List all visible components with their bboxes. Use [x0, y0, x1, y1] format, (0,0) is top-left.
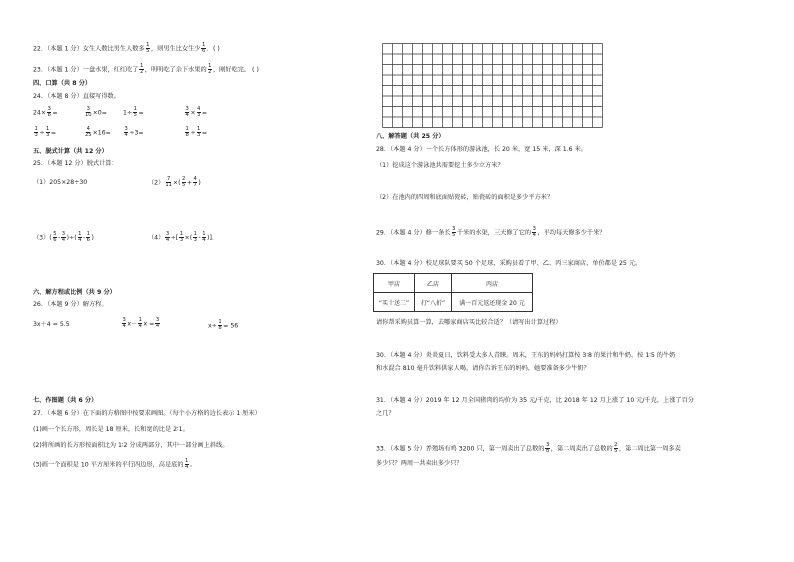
question-28: 28．（本题 4 分）一个长方体形的游泳池，长 20 米，宽 15 米，深 1.6 米。 [376, 146, 587, 153]
question-27: 27．（本题 6 分）在下面的方格图中按要求画图。（每个小方格的边长表示 1 厘米） [33, 410, 261, 417]
calc-3: 1÷ $\frac{1}{5}$ = [123, 106, 144, 119]
calc-5: $\frac{1}{3}$ ÷ $\frac{1}{3}$ = [34, 126, 56, 139]
question-30-ask: 请你帮采购员算一算，去哪家商店买比较合适？（请写出计算过程） [376, 319, 562, 326]
question-30: 30．（本题 4 分）校足球队要买 50 个足球，采购员看了甲、乙、丙三家商店，单价都是 25 元。 [376, 260, 642, 267]
table-cell: “买十送二” [374, 293, 415, 312]
question-27-1: (1)画一个长方形，周长是 18 厘米，长和宽的比是 2∶1。 [33, 426, 189, 433]
question-25-2: （2） $\frac{7}{11}$ ×( $\frac{2}{5}$ + $\frac{4}{7}$ ) [148, 176, 201, 189]
question-28-1: （1）挖成这个游泳池共需要挖土多少立方米？ [376, 162, 504, 169]
question-27-2: (2)将所画的长方形按面积比为 1∶2 分成两部分，其中一部分画上斜线。 [33, 442, 229, 449]
equation-1: 3x＋4 = 5.5 [33, 321, 70, 328]
question-33-line2: 多少只？两周一共卖出多少只？ [376, 460, 463, 467]
question-25-4: （4） $\frac{3}{4}$ ÷[ $\frac{1}{3}$ ×( $\frac{1}{3}$ - $\frac{1}{4}$ )]. [148, 231, 214, 244]
question-26: 26．（本题 9 分）解方程。 [33, 301, 108, 308]
equation-2: $\frac{3}{4}$ x－ $\frac{1}{4}$ x = $\frac{3}{4}$ [122, 317, 160, 330]
calc-2: $\frac{3}{10}$ ×0= [85, 106, 107, 119]
calc-6: $\frac{4}{25}$ ×16= [85, 126, 111, 139]
question-31-line2: 和水混合 810 毫升饮料供家人喝。请你告诉王东的妈妈，她要准备多少牛奶？ [376, 365, 590, 372]
question-25-3: （3）( $\frac{5}{6}$ - $\frac{3}{4}$ )÷( $\frac{1}{4}$ - $\frac{1}{6}$ ) [33, 231, 94, 244]
equation-3: x÷ $\frac{1}{8}$ = 56 [208, 319, 239, 332]
section-4-heading: 四、口算（共 8 分） [33, 80, 92, 87]
question-29: 29．（本题 4 分）修一条长 $\frac{3}{5}$ 千米的水渠，三天修了它的 $\frac{3}{4}$ ，平均每天修多少千米？ [376, 226, 606, 239]
calc-4: $\frac{3}{4}$ × $\frac{4}{3}$ = [185, 106, 207, 119]
calc-8: $\frac{1}{8}$ ÷ $\frac{1}{3}$ = [185, 126, 207, 139]
question-33-line1: 33．（本题 5 分）养殖场有鸡 3200 只，第一周卖出了总数的 $\frac{3}{8}$ ，第二周卖出了总数的 $\frac{2}{5}$ ，第二周比第一周多卖 [376, 442, 681, 455]
question-24: 24．（本题 8 分）直接写得数。 [33, 93, 120, 100]
section-5-heading: 五、脱式计算（共 12 分） [33, 148, 108, 155]
table-header: 丙店 [452, 274, 533, 293]
question-28-2: （2）在池内的四周和底面贴瓷砖，贴瓷砖的面积是多少平方米？ [376, 194, 554, 201]
section-8-heading: 八、解答题（共 25 分） [376, 133, 445, 140]
table-header: 乙店 [415, 274, 452, 293]
question-31-line1: 30．（本题 4 分）炎炎夏日，饮料受大多人青睐。周末，王东的妈妈打算按 3∶8 的果汁和牛奶，按 1∶5 的牛奶 [376, 352, 676, 359]
question-22: 22．（本题 1 分）女生人数比男生人数多 $\frac{1}{5}$ ，则男生比女生少 $\frac{1}{6}$ ．( ) [33, 42, 220, 55]
section-7-heading: 七、作图题（共 6 分） [33, 397, 98, 404]
calc-7: $\frac{3}{4}$ ÷3= [124, 126, 144, 139]
question-25: 25．（本题 12 分）脱式计算： [33, 160, 118, 167]
table-cell: 满一百元返还现金 20 元 [452, 293, 533, 312]
table-header: 甲店 [374, 274, 415, 293]
question-27-3: (3)画一个面积是 10 平方厘米的平行四边形，高是底的 $\frac{1}{4}$ 。 [33, 458, 197, 471]
table-cell: 打“八折” [415, 293, 452, 312]
calc-1: 24× $\frac{3}{8}$ = [33, 106, 58, 119]
question-23: 23．（本题 1 分）一盘水果，红红吃了 $\frac{1}{2}$ ，明明吃了余下水果的 $\frac{1}{2}$ ，刚好吃完。 ( ) [33, 63, 259, 76]
drawing-grid[interactable] [382, 43, 603, 128]
question-32-line2: 之几？ [376, 410, 395, 417]
question-25-1: （1）205×28÷30 [33, 179, 88, 186]
section-6-heading: 六、解方程或比例（共 9 分） [33, 289, 116, 296]
shop-table [373, 273, 533, 312]
question-32-line1: 31．（本题 4 分）2019 年 12 月全国猪肉的均价为 35 元/千克，比 2018 年 12 月上涨了 10 元/千克，上涨了百分 [376, 397, 694, 404]
